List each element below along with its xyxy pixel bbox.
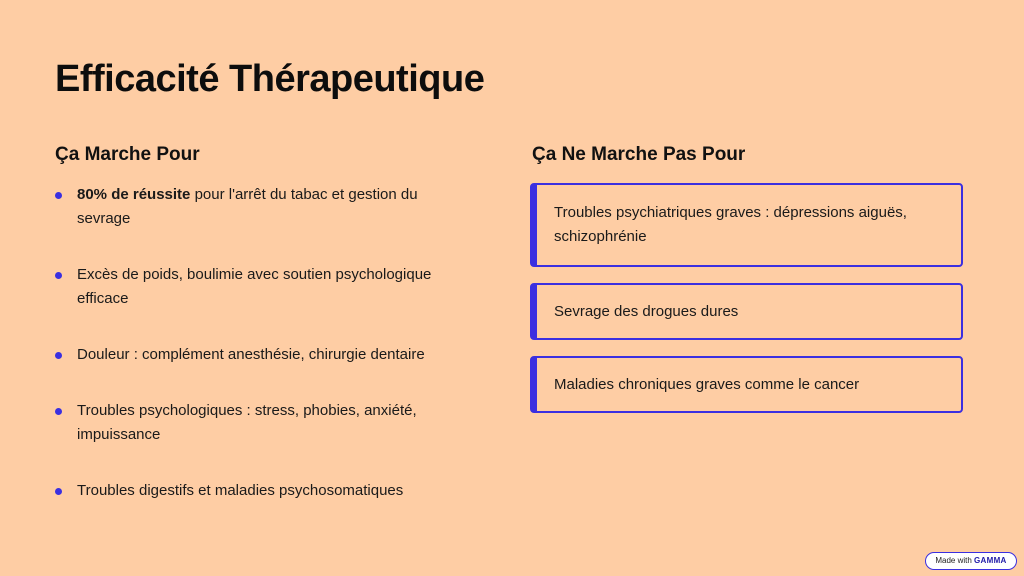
list-item xyxy=(55,479,403,503)
gamma-logo: GAMMA xyxy=(974,556,1007,565)
list-item xyxy=(55,399,475,447)
bullet-dot-icon xyxy=(55,192,62,199)
slide-title: Efficacité Thérapeutique xyxy=(55,58,485,100)
list-item-text: Excès de poids, boulimie avec soutien psychologique efficace xyxy=(77,266,432,307)
list-item-text: Douleur : complément anesthésie, chirurgie dentaire xyxy=(77,346,425,363)
card-text: Sevrage des drogues dures xyxy=(554,302,739,320)
made-with-gamma-badge[interactable] xyxy=(925,552,1017,570)
limitation-card xyxy=(530,356,963,413)
list-item-text: Troubles psychologiques : stress, phobies, anxiété, impuissance xyxy=(77,402,417,443)
does-not-work-heading: Ça Ne Marche Pas Pour xyxy=(532,144,746,165)
list-item xyxy=(55,263,475,311)
limitation-card xyxy=(530,283,963,340)
badge-prefix: Made with xyxy=(935,556,975,565)
bullet-dot-icon xyxy=(55,352,62,359)
list-item xyxy=(55,183,475,231)
bullet-dot-icon xyxy=(55,272,62,279)
card-text: Maladies chroniques graves comme le cancer xyxy=(554,375,860,393)
card-text: Troubles psychiatriques graves : dépressions aiguës, schizophrénie xyxy=(554,204,907,245)
works-for-heading: Ça Marche Pour xyxy=(55,144,200,165)
bullet-dot-icon xyxy=(55,408,62,415)
list-item-text: Troubles digestifs et maladies psychosomatiques xyxy=(77,482,404,499)
bullet-dot-icon xyxy=(55,488,62,495)
limitation-card xyxy=(530,183,963,267)
list-item xyxy=(55,343,425,367)
list-item-strong: 80% de réussite xyxy=(77,186,191,203)
list-item-text: pour l'arrêt du tabac et gestion du sevrage xyxy=(77,186,418,227)
